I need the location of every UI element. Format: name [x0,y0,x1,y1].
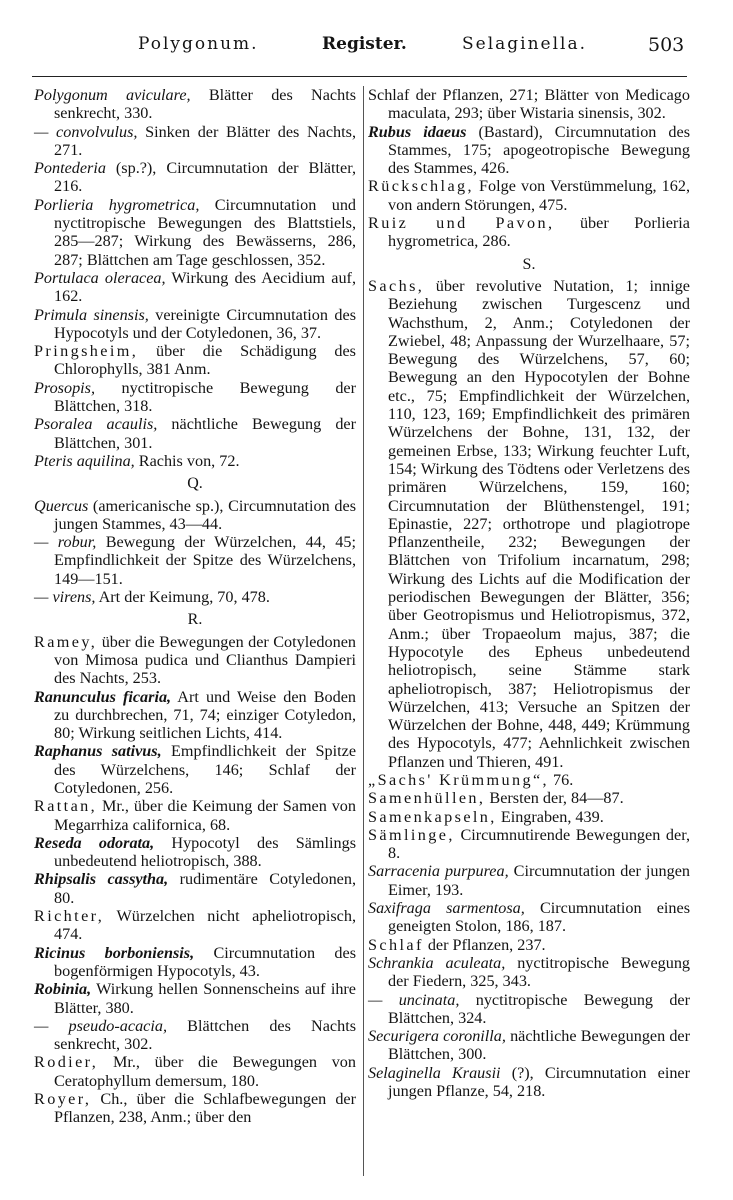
entry-references: über die Bewegungen der Cotyledonen von Mimosa pudica und Clianthus Dampieri des Nachts, 253. [54,632,356,688]
index-entry [368,123,690,178]
entry-term: Quercus [34,496,89,515]
index-entry [368,1064,690,1101]
entry-references: Folge von Verstümmelung, 162, von andern Störungen, 475. [388,177,690,214]
entry-term: Saxifraga sarmentosa, [368,899,525,918]
entry-references: über revolutive Nutation, 1; innige Beziehung zwischen Turgescenz und Wachsthum, 2, Anm.; Cotyledonen der Zwiebel, 48; Anpassung der Wurzelhaare, 57; Bewegung des Würzelchens, 57, 60; Bewegung an den Hypocotylen der Bohne etc., 75; Empfindlichkeit der Würzelchen, 110, 123, 169; Empfindlichkeit des primären Würzelchens der Bohne, 131, 132, der gemeinen Erbse, 133; Wirkung feuchter Luft, 154; Wirkung des Tödtens oder Verletzens des primären Würzelchens, 159, 160; Circumnutation der Blüthenstengel, 191; Epinastie, 227; orthotrope und plagiotrope Pflanzentheile, 232; Bewegungen der Blättchen von Trifolium incarnatum, 298; Wirkung des Lichts auf die Modification der periodischen Bewegungen der Blätter, 356; über Geotropismus und Heliotropismus, 372, Anm.; über Tropaeolum majus, 387; die Hypocotyle des Epheus unbedeutend heliotropisch, seine Stämme stark apheliotropisch, 387; Heliotropismus der Würzelchen, 413; Versuche an Spitzen der Würzelchen der Bohne, 448, 449; Krümmung des Hypocotyls, 477; Aehnlichkeit zwischen Pflanzen und Thieren, 491. [388,276,690,771]
entry-term: Rubus idaeus [368,122,467,141]
section-letter: S. [522,255,536,273]
index-entry [34,588,356,606]
entry-term: Samenhüllen, [368,789,486,808]
entry-term: Samenkapseln, [368,807,497,826]
header-left-keyword: Polygonum. [138,34,259,54]
entry-term: Raphanus sativus, [34,742,162,761]
index-entry [34,123,356,160]
entry-term: Porlieria hygrometrica, [34,195,200,214]
entry-term: Richter, [34,907,105,926]
entry-references: Würzelchen nicht apheliotropisch, 474. [54,907,356,944]
index-entry [368,808,690,826]
entry-references: nächtliche Bewegungen der Blättchen, 300. [388,1027,690,1064]
index-entry [368,826,690,863]
entry-references: Wirkung hellen Sonnenscheins auf ihre Blätter, 380. [54,980,356,1017]
entry-term: Rodier, [34,1053,99,1072]
entry-term: Rattan, [34,797,98,816]
entry-references: Circumnutation der jungen Eimer, 193. [388,862,690,899]
entry-references: Ch., über die Schlafbewegungen der Pflanzen, 238, Anm.; über den [54,1090,356,1127]
index-entry [368,789,690,807]
index-entry [34,415,356,452]
entry-term: Ramey, [34,632,98,651]
index-entry [368,899,690,936]
entry-term: Royer, [34,1090,92,1109]
entry-references: 76. [548,770,574,789]
section-letter: R. [187,611,203,629]
entry-references: (?), Circumnutation einer jungen Pflanze, 54, 218. [388,1063,690,1101]
page-number: 503 [648,34,685,56]
index-entry [368,86,690,123]
entry-term: Ricinus borboniensis, [34,943,195,962]
entry-term: Robinia, [34,980,92,999]
entry-references: Art der Keimung, 70, 478. [95,588,270,607]
entry-references: Circumnutation eines geneigten Stolon, 186, 187. [388,899,691,936]
entry-references: Blättchen des Nachts senkrecht, 302. [54,1016,357,1054]
entry-term: Pringsheim, [34,342,139,361]
index-entry [34,688,356,743]
entry-references: Art und Weise den Boden zu durchbrechen, 71, 74; einziger Cotyledon, 80; Wirkung seitlichen Lichts, 414. [54,687,356,743]
entry-term: Sachs, [368,276,425,295]
running-header [0,26,733,66]
entry-references: nächtliche Bewegung der Blättchen, 301. [54,415,356,452]
entry-references: Blätter des Nachts senkrecht, 330. [54,86,357,123]
header-rule [32,76,687,77]
index-entry [368,277,690,771]
index-entry [34,497,356,534]
entry-term: Primula sinensis, [34,305,149,324]
entry-references: nyctitropische Bewegung der Blättchen, 324. [388,990,690,1027]
index-entry [34,86,356,123]
index-entry [34,742,356,797]
entry-term: Prosopis, [34,378,96,397]
index-entry [368,771,690,789]
entry-references: nyctitropische Bewegung der Blättchen, 318. [54,378,356,416]
index-entry [368,936,690,954]
entry-term: Pontederia [34,159,106,178]
entry-references: Circumnutation und nyctitropische Bewegungen des Blattstiels, 285—287; Wirkung des Bewässerns, 286, 287; Blättchen am Tage geschlossen, 352. [54,195,357,269]
index-entry [34,870,356,907]
entry-term: Portulaca oleracea, [34,268,166,287]
index-entry [34,907,356,944]
index-entry [368,954,690,991]
entry-term: Selaginella Krausii [368,1063,501,1082]
entry-references: vereinigte Circumnutation des Hypocotyls und der Cotyledonen, 36, 37. [54,305,357,342]
right-column [368,86,690,1100]
entry-references: (Bastard), Circumnutation des Stammes, 175; apogeotropische Bewegung des Stammes, 426. [388,122,690,178]
entry-term: Schrankia aculeata, [368,953,506,972]
entry-references: Mr., über die Bewegungen von Ceratophyllum demersum, 180. [54,1053,356,1090]
entry-term: Schlaf [368,935,424,954]
index-entry [34,452,356,470]
entry-term: Sämlinge, [368,825,455,844]
entry-references: rudimentäre Cotyledonen, 80. [54,870,356,907]
entry-term: Sarracenia purpurea, [368,862,509,881]
entry-references: (americanische sp.), Circumnutation des jungen Stammes, 43—44. [54,496,356,533]
entry-term: „Sachs' Krümmung“, [368,770,549,789]
entry-references: Schlaf der Pflanzen, 271; Blätter von Medicago maculata, 293; über Wistaria sinensis, 302. [368,86,690,123]
entry-term: — robur, [34,533,97,552]
entry-term: — pseudo-acacia, [34,1016,167,1035]
index-entry [34,980,356,1017]
entry-term: Rhipsalis cassytha, [34,870,169,889]
index-entry [34,269,356,306]
index-entry [368,991,690,1028]
column-divider [363,86,364,1176]
entry-references: Hypocotyl des Sämlings unbedeutend heliotropisch, 388. [54,833,356,871]
entry-references: Rachis von, 72. [134,451,240,470]
entry-references: Sinken der Blätter des Nachts, 271. [54,122,356,159]
index-entry [368,214,690,251]
header-title: Register. [322,34,407,54]
entry-references: Mr., über die Keimung der Samen von Megarrhiza californica, 68. [54,797,356,834]
index-entry [34,1017,356,1054]
index-entry [34,342,356,379]
index-entry [34,797,356,834]
index-entry [34,944,356,981]
header-right-keyword: Selaginella. [462,34,588,54]
entry-term: Psoralea acaulis, [34,415,158,434]
index-entry [34,533,356,588]
index-entry [34,306,356,343]
entry-references: der Pflanzen, 237. [423,935,546,954]
index-entry [34,196,356,269]
entry-references: über Porlieria hygrometrica, 286. [388,214,690,251]
entry-term: Ranunculus ficaria, [34,687,172,706]
index-entry [34,633,356,688]
left-column [34,86,356,1127]
entry-references: Empfindlichkeit der Spitze des Würzelchens, 146; Schlaf der Cotyledonen, 256. [54,742,357,797]
entry-term: — convolvulus, [34,122,138,141]
index-entry [34,1053,356,1090]
entry-references: Eingraben, 439. [496,807,604,826]
index-entry [34,379,356,416]
index-entry [34,159,356,196]
entry-term: Polygonum aviculare, [34,86,191,104]
entry-references: Circumnutation des bogenförmigen Hypocotyls, 43. [54,943,357,980]
entry-term: Securigera coronilla, [368,1027,506,1046]
entry-references: nyctitropische Bewegung der Fiedern, 325, 343. [388,953,691,991]
index-entry [368,177,690,214]
entry-term: Reseda odorata, [34,833,155,852]
entry-references: Bewegung der Würzelchen, 44, 45; Empfindlichkeit der Spitze des Würzelchens, 149—151. [54,533,356,588]
index-entry [34,834,356,871]
index-entry [368,1027,690,1064]
entry-term: Rückschlag, [368,177,474,196]
entry-term: Ruiz und Pavon, [368,214,555,233]
section-letter: Q. [187,475,203,493]
index-entry [34,1090,356,1127]
entry-references: (sp.?), Circumnutation der Blätter, 216. [54,159,356,196]
index-entry [368,862,690,899]
entry-term: — uncinata, [368,990,460,1009]
entry-references: Bersten der, 84—87. [485,789,624,808]
entry-term: — virens, [34,588,96,607]
entry-references: über die Schädigung des Chlorophylls, 381 Anm. [54,342,356,379]
entry-references: Circumnutirende Bewegungen der, 8. [388,825,690,863]
entry-references: Wirkung des Aecidium auf, 162. [54,268,356,306]
entry-term: Pteris aquilina, [34,451,135,470]
